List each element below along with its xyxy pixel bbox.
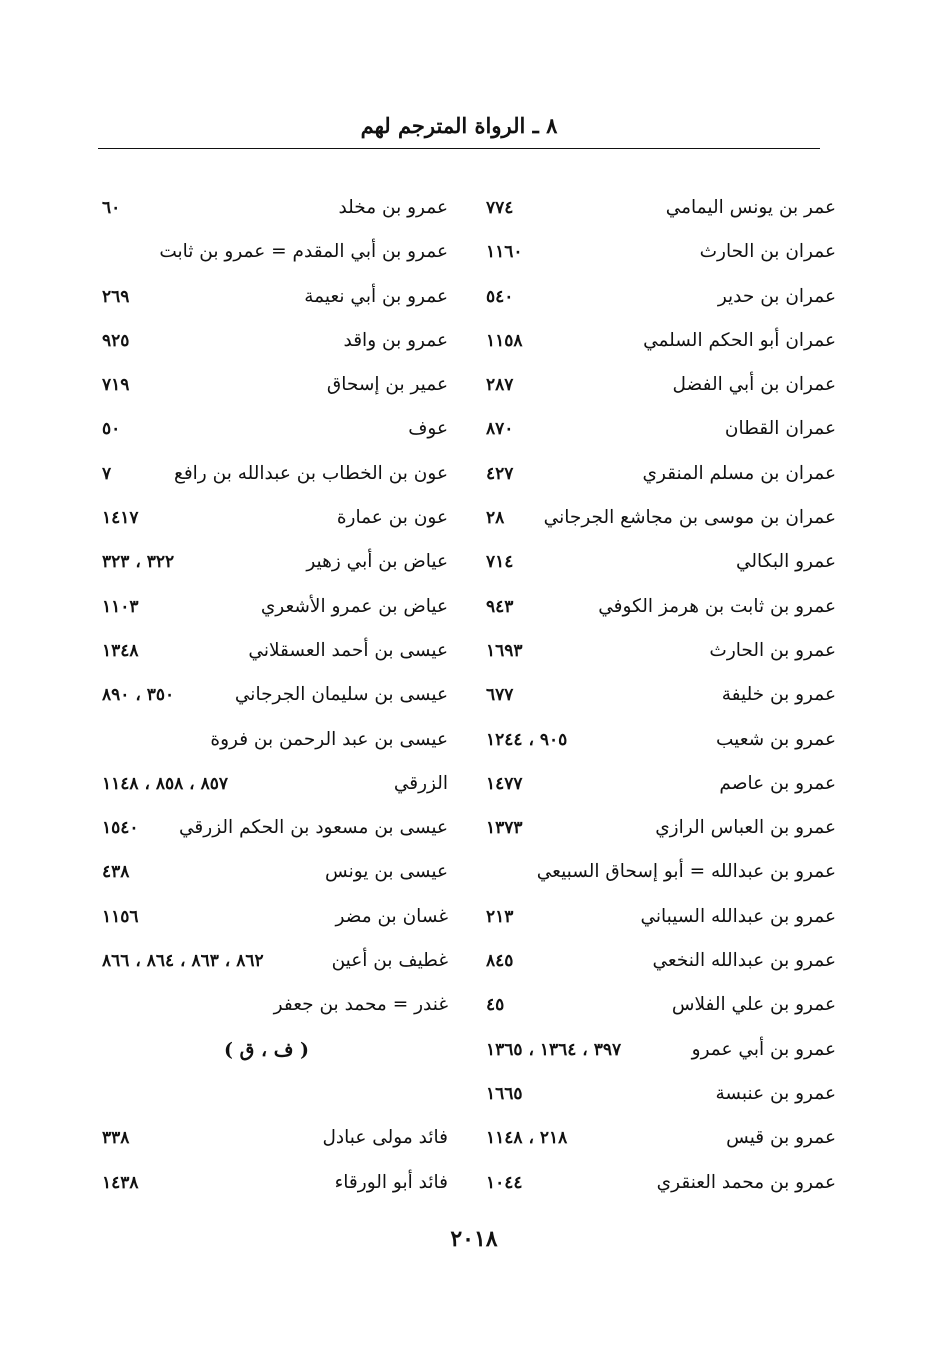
entry-numbers: ٩٤٣ [486,596,514,617]
entry-numbers: ١٤١٧ [102,508,139,529]
index-entry [480,452,836,496]
entry-numbers: ١٠٤٤ [486,1172,523,1193]
entry-name: عمير بن إسحاق [326,374,448,396]
entry-numbers: ٣٢٢ ، ٣٢٣ [102,552,175,573]
entry-numbers: ١٥٤٠ [102,818,139,839]
page-header [98,108,820,149]
index-entry [480,275,836,319]
entry-numbers: ١٣٧٣ [486,818,523,839]
entry-name: فائد أبو الورقاء [334,1171,448,1193]
entry-numbers: ٨٧٠ [486,419,514,440]
entry-name: عمرو بن الحارث [709,639,836,661]
entry-name: عمرو بن علي الفلاس [671,994,836,1016]
index-entry [96,629,448,673]
index-entry [480,673,836,717]
index-entry [96,319,448,363]
entry-numbers: ٥٤٠ [486,286,514,307]
entry-name: عيسى بن مسعود بن الحكم الزرقي [179,817,448,839]
entry-name: عمرو بن عنبسة [715,1082,836,1104]
index-entry [96,540,448,584]
entry-numbers: ١٦٩٣ [486,640,523,661]
entry-name: عياض بن عمرو الأشعري [260,595,448,617]
entry-name: عمرو بن عبدالله النخعي [652,950,836,972]
entry-name: عمرو بن العباس الرازي [655,817,836,839]
index-entry [96,983,448,1027]
index-entry [480,806,836,850]
entry-name: غندر = محمد بن جعفر [273,994,448,1016]
entry-name: الزرقي [393,772,448,794]
index-entry [480,363,836,407]
entry-name: عيسى بن عبد الرحمن بن فروة [210,728,448,750]
entry-numbers: ١٤٧٧ [486,773,523,794]
entry-name: عمر بن يونس اليمامي [665,197,836,218]
index-entry [96,850,448,894]
index-entry [480,496,836,540]
entry-name: عوف [408,418,448,440]
index-entry [96,496,448,540]
index-entry [480,1028,836,1072]
index-entry [480,1161,836,1205]
index-entry [96,895,448,939]
index-entry [480,1072,836,1116]
index-entry [480,319,836,363]
index-entry [96,718,448,762]
entry-name: عمرو بن محمد العنقري [656,1171,836,1193]
entry-numbers: ٢١٣ [486,906,514,927]
entry-name: عمرو بن أبي عمرو [691,1038,836,1060]
entry-name: عمرو بن أبي نعيمة [304,285,448,307]
index-entry [480,629,836,673]
index-entry [96,673,448,717]
entry-name: عياض بن أبي زهير [306,551,448,573]
page-number: ٢٠١٨ [450,1226,498,1252]
index-entry [96,363,448,407]
entry-name: عمرو بن مخلد [338,197,448,218]
entry-name: عيسى بن أحمد العسقلاني [248,639,448,661]
entry-name: عمرو بن واقد [343,329,448,351]
entry-numbers: ٨٥٧ ، ٨٥٨ ، ١١٤٨ [102,773,228,794]
index-entry [480,407,836,451]
entry-name: عمران بن الحارث [699,241,836,263]
entry-name: عون بن الخطاب بن عبدالله بن رافع [173,462,448,484]
entry-name: عمرو بن ثابت بن هرمز الكوفي [598,595,836,617]
entry-name: عيسى بن يونس [325,861,448,883]
entry-numbers: ٦٧٧ [486,685,514,706]
entry-numbers: ١٣٤٨ [102,640,139,661]
entry-numbers: ٨٤٥ [486,951,514,972]
index-entry [480,850,836,894]
index-entry [480,895,836,939]
entry-numbers: ٢١٨ ، ١١٤٨ [486,1128,568,1149]
entry-numbers: ٣٥٠ ، ٨٩٠ [102,685,175,706]
entry-name: غطيف بن أعين [331,950,448,972]
entry-numbers: ٢٨٧ [486,375,514,396]
entry-numbers: ٧١٩ [102,375,130,396]
index-entry [96,186,448,230]
index-entry [96,452,448,496]
entry-numbers: ٨٦٢ ، ٨٦٣ ، ٨٦٤ ، ٨٦٦ [102,951,264,972]
entry-name: عمرو بن عاصم [719,772,836,794]
entry-numbers: ٢٨ [486,508,505,529]
entry-numbers: ٥٠ [102,419,121,440]
entry-name: عمرو بن عبدالله = أبو إسحاق السبيعي [536,861,836,883]
index-entry [96,407,448,451]
entry-numbers: ٤٥ [486,995,505,1016]
entry-numbers: ٧٧٤ [486,198,514,218]
index-entry [96,762,448,806]
index-entry [96,1161,448,1205]
entry-name: عمران أبو الحكم السلمي [643,329,836,351]
index-entry [96,275,448,319]
entry-numbers: ٧١٤ [486,552,514,573]
index-entry [96,585,448,629]
entry-name: عمران بن أبي الفضل [672,374,836,396]
index-entry [96,939,448,983]
index-entry [96,1116,448,1160]
index-entry [480,230,836,274]
section-letters: ( ف ، ق ) [224,1038,310,1061]
entry-name: عمرو بن خليفة [721,684,836,706]
entry-numbers: ٤٢٧ [486,463,514,484]
page-title: ٨ ـ الرواة المترجم لهم [360,113,558,138]
entry-numbers: ٩٠٥ ، ١٢٤٤ [486,729,568,750]
entry-name: عمرو بن عبدالله السيباني [640,905,836,927]
entry-numbers: ٣٩٧ ، ١٣٦٤ ، ١٣٦٥ [486,1039,622,1060]
entry-numbers: ١١٥٨ [486,330,523,351]
index-entry [480,186,836,230]
entry-numbers: ١٦٦٥ [486,1083,523,1104]
entry-name: عمرو بن قيس [726,1127,836,1149]
index-column-right [480,186,836,1196]
entry-name: فائد مولى عبادل [322,1127,448,1149]
index-entry [480,718,836,762]
entry-numbers: ١١٦٠ [486,242,523,263]
entry-name: عون بن عمارة [336,507,448,529]
entry-name: عيسى بن سليمان الجرجاني [234,684,448,706]
index-entry [480,762,836,806]
index-entry [480,983,836,1027]
entry-name: عمرو بن شعيب [715,728,836,750]
index-entry [96,806,448,850]
index-entry [480,1116,836,1160]
entry-name: عمران بن موسى بن مجاشع الجرجاني [543,507,836,529]
entry-numbers: ٣٣٨ [102,1128,130,1149]
entry-name: غسان بن مضر [335,905,448,927]
entry-name: عمرو بن أبي المقدم = عمرو بن ثابت [159,241,448,263]
entry-numbers: ٦٠ [102,198,121,218]
entry-numbers: ٤٣٨ [102,862,130,883]
entry-name: عمرو البكالي [735,551,836,573]
index-entry [480,585,836,629]
entry-numbers: ١٤٣٨ [102,1172,139,1193]
entry-numbers: ٢٦٩ [102,286,130,307]
entry-numbers: ١١٠٣ [102,596,139,617]
entry-name: عمران القطان [724,418,836,440]
entry-name: عمران بن حدير [717,285,836,307]
blank-row [96,1072,448,1116]
index-entry [480,939,836,983]
section-heading [96,1028,448,1072]
entry-name: عمران بن مسلم المنقري [642,462,836,484]
entry-numbers: ١١٥٦ [102,906,139,927]
index-column-left [96,186,448,1196]
entry-numbers: ٩٢٥ [102,330,130,351]
index-entry [480,540,836,584]
entry-numbers: ٧ [102,463,112,484]
index-entry [96,230,448,274]
